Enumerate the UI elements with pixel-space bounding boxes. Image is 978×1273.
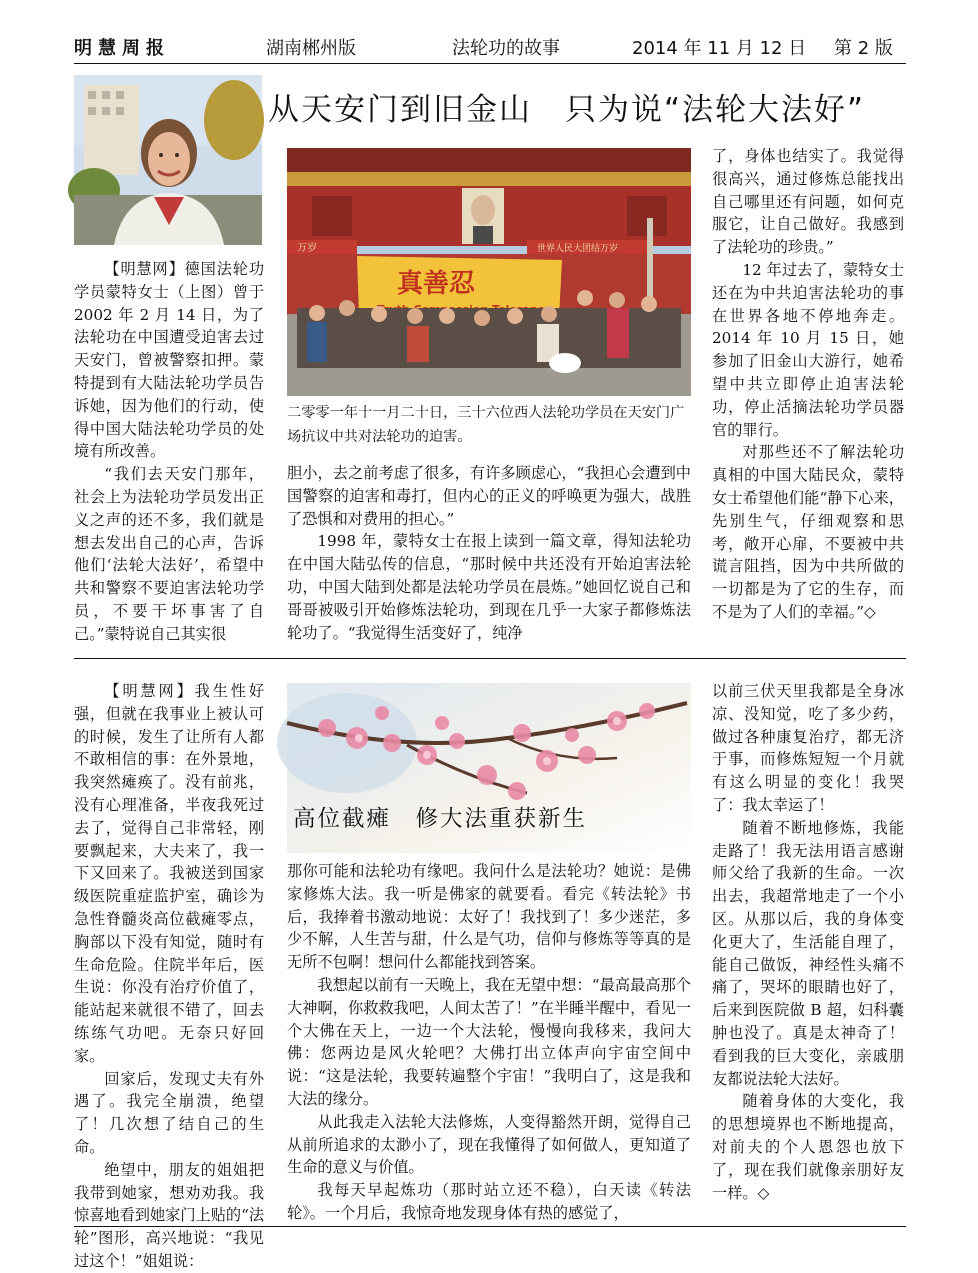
portrait-photo: [74, 75, 262, 245]
article1-column-3: [712, 145, 904, 645]
page-number: 第 2 版: [834, 38, 893, 59]
paragraph: 从此我走入法轮大法修炼，人变得豁然开朗，觉得自己从前所追求的太渺小了，现在我懂得了如何做人，更知道了生命的意义与价值。: [287, 1112, 691, 1177]
paragraph: 对那些还不了解法轮功真相的中国大陆民众，蒙特女士希望他们能“静下心来，先别生气，仔细观察和思考，敞开心扉，不要被中共谎言阻挡，因为中共所做的一切都是为了它的生存，而不是为了人们的幸福。”◇: [712, 443, 904, 621]
paragraph: 了，身体也结实了。我觉得很高兴，通过修炼总能找出自己哪里还有问题，如何克服它，让自己做好。我感到了法轮功的珍贵。”: [712, 147, 904, 257]
paragraph: 我想起以前有一天晚上，我在无望中想：“最高最高那个大神啊，你救救我吧，人间太苦了！”在半睡半醒中，看见一个大佛在天上，一边一个大法轮，慢慢向我移来，我问大佛：您两边是风火轮吧？大佛打出立体声向宇宙空间中说：“这是法轮，我要转遍整个宇宙！”我明白了，这是我和大法的缘分。: [287, 975, 691, 1108]
paragraph: 绝望中，朋友的姐姐把我带到她家，想劝劝我。我惊喜地看到她家门上贴的“法轮”图形，高兴地说：“我见过这个！”姐姐说：: [74, 1160, 265, 1270]
issue-date: 2014 年 11 月 12 日: [632, 38, 807, 59]
paragraph: 那你可能和法轮功有缘吧。我问什么是法轮功？她说：是佛家修炼大法。我一听是佛家的就要看。看完《转法轮》书后，我捧着书激动地说：太好了！我找到了！多少迷茫，多少不解，人生苦与甜，什么是气功，信仰与修炼等等真的是无所不包啊！想问什么都能找到答案。: [287, 862, 691, 972]
article1-column-1: [74, 258, 264, 644]
article-divider: [74, 658, 906, 659]
newspaper-name: 明慧周报: [74, 38, 170, 59]
article1-headline: 从天安门到旧金山 只为说“法轮大法好”: [268, 92, 866, 128]
article2-column-3: [712, 680, 904, 1224]
photo-caption: 二零零一年十一月二十日，三十六位西人法轮功学员在天安门广场抗议中共对法轮功的迫害。: [287, 405, 685, 445]
paragraph: “我们去天安门那年，社会上为法轮功学员发出正义之声的还不多，我们就是想去发出自己的心声，告诉他们‘法轮大法好’，希望中共和警察不要迫害法轮功学员，不要干坏事害了自己。”蒙特说自己其实很: [74, 465, 264, 643]
paragraph: 1998 年，蒙特女士在报上读到一篇文章，得知法轮功在中国大陆弘传的信息，“那时候中共还没有开始迫害法轮功，中国大陆到处都是法轮功学员在晨炼。”她回忆说自己和哥哥被吸引开始修炼法轮功，到现在几乎一大家子都修炼法轮功了。“我觉得生活变好了，纯净: [287, 532, 691, 642]
paragraph: 【明慧网】德国法轮功学员蒙特女士（上图）曾于2002 年 2 月 14 日，为了法轮功在中国遭受迫害去过天安门，曾被警察扣押。蒙特提到有大陆法轮功学员告诉她，因为他们的行动，使得中国大陆法轮功学员的处境有所改善。: [74, 260, 264, 461]
header-rule: [74, 63, 906, 64]
article2-column-2: [287, 860, 691, 1224]
paragraph: 12 年过去了，蒙特女士还在为中共迫害法轮功的事在世界各地不停地奔走。2014 年 10 月 15 日，她参加了旧金山大游行，她希望中共立即停止迫害法轮功，停止活摘法轮功学员器官的罪行。: [712, 260, 904, 439]
banner-chinese-text: 真善忍: [397, 269, 476, 299]
footer-rule: [74, 1226, 906, 1227]
paragraph: 胆小，去之前考虑了很多，有许多顾虑心，“我担心会遭到中国警察的迫害和毒打，但内心的正义的呼唤更为强大，战胜了恐惧和对费用的担心。”: [287, 464, 691, 528]
paragraph: 我每天早起炼功（那时站立还不稳），白天读《转法轮》。一个月后，我惊奇地发现身体有热的感觉了，: [287, 1181, 691, 1222]
paragraph: 回家后，发现丈夫有外遇了。我完全崩溃，绝望了！几次想了结自己的生命。: [74, 1069, 264, 1156]
paragraph: 以前三伏天里我都是全身冰凉、没知觉，吃了多少药，做过各种康复治疗，都无济于事，而修炼短短一个月就有这么明显的变化！我哭了：我太幸运了！: [712, 682, 904, 814]
article2-headline: 高位截瘫 修大法重获新生: [293, 806, 588, 832]
blossom-banner: [287, 683, 691, 853]
tiananmen-photo: [287, 148, 691, 396]
plaque-left-text: 万岁: [297, 243, 317, 254]
page-header: [74, 34, 906, 64]
portrait-illustration: [74, 75, 262, 245]
paragraph: 随着不断地修炼，我能走路了！我无法用语言感谢师父给了我新的生命。一次出去，我超常地走了一个小区。从那以后，我的身体变化更大了，生活能自理了，能自己做饭，神经性头痛不痛了，哭坏的眼睛也好了，后来到医院做 B 超，妇科囊肿也没了。真是太神奇了！看到我的巨大变化，亲戚朋友都说法轮大法好。: [712, 818, 904, 1088]
paragraph: 随着身体的大变化，我的思想境界也不断地提高，对前夫的个人恩怨也放下了，现在我们就像亲朋好友一样。◇: [712, 1092, 904, 1202]
article2-column-1: [74, 680, 265, 1270]
paragraph: 【明慧网】我生性好强，但就在我事业上被认可的时候，发生了让所有人都不敢相信的事：在外景地，我突然瘫痪了。没有前兆，没有心理准备，半夜我死过去了，觉得自己非常轻，刚要飘起来，大夫来了，我一下又回来了。我被送到国家级医院重症监护室，确诊为急性脊髓炎高位截瘫零点，胸部以下没有知觉，随时有生命危险。住院半年后，医生说：你没有治疗价值了，能站起来就很不错了，回去练练气功吧。无奈只好回家。: [74, 682, 264, 1065]
tiananmen-illustration: [287, 148, 691, 396]
edition-name: 湖南郴州版: [266, 38, 356, 59]
article1-column-2: [287, 462, 691, 644]
plaque-right-text: 世界人民大团结万岁: [537, 244, 619, 254]
section-name: 法轮功的故事: [452, 38, 560, 59]
